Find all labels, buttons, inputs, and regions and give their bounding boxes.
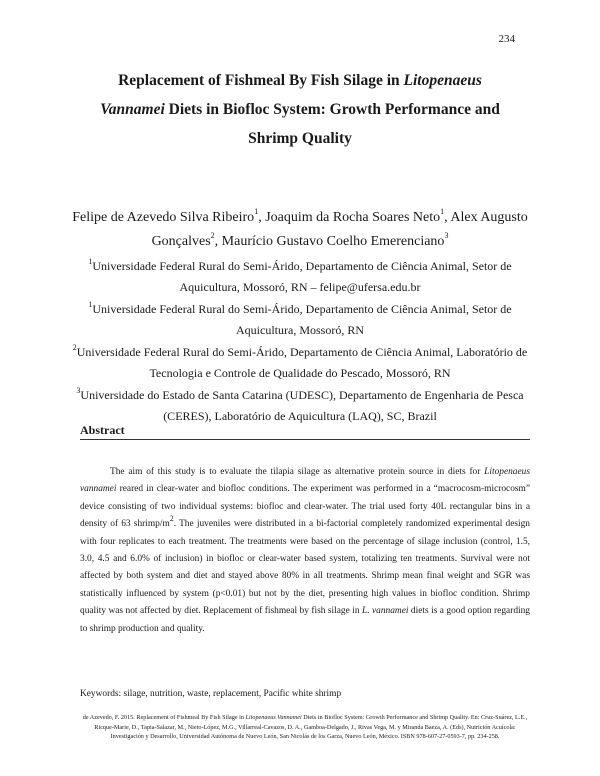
author-name: , Maurício Gustavo Coelho Emerenciano bbox=[214, 234, 445, 249]
author-affiliation-mark: 3 bbox=[444, 231, 449, 241]
abstract-paragraph bbox=[80, 464, 530, 638]
abstract-text: reared in clear-water and biofloc conditions. The experiment was performed in a “macrocosm-microcosm” device consisting of two individual systems: biofloc and clear-water. The trial used forty 40L rectangular bins in a density of 63 shrimp/m bbox=[80, 484, 530, 530]
title-italic-species: Vannamei bbox=[100, 101, 165, 118]
author-name: , Alex Augusto Gonçalves bbox=[151, 210, 528, 249]
author-affiliation-mark: 1 bbox=[440, 207, 445, 217]
page-number: 234 bbox=[498, 33, 515, 45]
author-name: Felipe de Azevedo Silva Ribeiro bbox=[72, 210, 255, 225]
affiliation-text: Universidade Federal Rural do Semi-Árido, Departamento de Ciência Animal, Laboratório de Tecnologia e Controle de Qualidade do Pescado, Mossoró, RN bbox=[76, 345, 528, 380]
affiliation bbox=[62, 256, 538, 298]
abstract-text: . The juveniles were distributed in a bi-factorial completely randomized experimental design with four replicates to each treatment. The treatments were based on the percentage of silage inclusion (control, 1.5, 3.0, 4.5 and 6.0% of inclusion) in biofloc or clear-water based system, totalizing ten treatments. Survival were not affected by both system and diet and stayed above 80% in all treatments. Shrimp mean final weight and SGR was statistically influenced by system (p<0.01) but not by the diet, presenting high values in biofloc condition. Shrimp quality was not affected by diet. Replacement of fishmeal by fish silage in bbox=[80, 519, 530, 617]
abstract-superscript: 2 bbox=[169, 514, 174, 524]
paper-title bbox=[60, 66, 540, 153]
author-list bbox=[70, 206, 530, 254]
affiliation-text: Universidade Federal Rural do Semi-Árido, Departamento de Ciência Animal, Setor de Aquicultura, Mossoró, RN bbox=[92, 302, 512, 337]
affiliation-mark: 1 bbox=[88, 300, 93, 309]
citation-species-name: Litopenaeus Vannamei bbox=[245, 714, 302, 721]
affiliation bbox=[62, 342, 538, 384]
citation-text bbox=[80, 713, 530, 742]
affiliation-text: Universidade do Estado de Santa Catarina (UDESC), Departamento de Engenharia de Pesca (CERES), Laboratório de Aquicultura (LAQ), SC, Brazil bbox=[80, 388, 524, 423]
affiliation-mark: 2 bbox=[72, 343, 77, 352]
affiliation bbox=[62, 299, 538, 341]
keywords: Keywords: silage, nutrition, waste, replacement, Pacific white shrimp bbox=[80, 689, 342, 699]
affiliation-mark: 1 bbox=[88, 257, 93, 266]
citation-text-part: Diets in Biofloc System: Growth Performance and Shrimp Quality. En: Cruz-Suárez, L.E., Ricque-Marie, D., Tapia-Salazar, M., Nieto-López, M.G., Villarreal-Cavazos, D. A., Gamboa-Delgado, J., Rivas Vega, M. y Miranda Baeza, A. (Eds), Nutrición Acuícola: Investigación y Desarrollo, Universidad Autónoma de Nuevo León, San Nicolás de los Garza, Nuevo León, México. ISBN 978-607-27-0593-7, pp. 234-258. bbox=[94, 714, 528, 741]
title-italic-genus: Litopenaeus bbox=[403, 72, 482, 89]
abstract-text: The aim of this study is to evaluate the tilapia silage as alternative protein source in diets for bbox=[110, 467, 485, 477]
title-text-2: Diets in Biofloc System: Growth Performance and bbox=[164, 101, 500, 118]
abstract-species-name: L. vannamei bbox=[362, 606, 409, 617]
title-text-3: Shrimp Quality bbox=[248, 130, 352, 147]
citation-text-part: de Azevedo, F. 2015. Replacement of Fishmeal By Fish Silage in bbox=[82, 714, 246, 721]
abstract-heading: Abstract bbox=[80, 423, 125, 437]
author-affiliation-mark: 1 bbox=[254, 207, 259, 217]
abstract-divider bbox=[80, 439, 530, 440]
author-affiliation-mark: 2 bbox=[210, 231, 215, 241]
affiliation-text: Universidade Federal Rural do Semi-Árido, Departamento de Ciência Animal, Setor de Aquicultura, Mossoró, RN – felipe@ufersa.edu.br bbox=[92, 259, 512, 294]
affiliation bbox=[62, 385, 538, 427]
title-text-1: Replacement of Fishmeal By Fish Silage in bbox=[118, 72, 404, 89]
affiliation-list bbox=[62, 256, 538, 428]
citation-footer bbox=[80, 713, 530, 742]
abstract-body bbox=[80, 464, 530, 638]
abstract-text: diets is a good option regarding to shrimp production and quality. bbox=[80, 606, 530, 634]
abstract-species-name: Litopenaeus vannamei bbox=[80, 467, 530, 495]
affiliation-mark: 3 bbox=[76, 386, 81, 395]
author-name: , Joaquim da Rocha Soares Neto bbox=[258, 210, 441, 225]
